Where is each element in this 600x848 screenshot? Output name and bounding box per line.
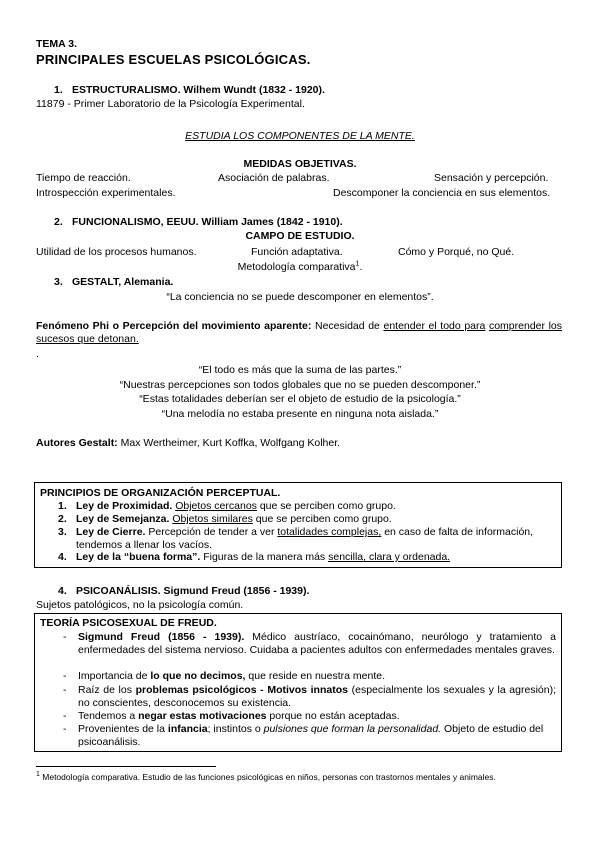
- teoria-text: que reside en nuestra mente.: [245, 670, 385, 682]
- bullet-dash: -: [63, 723, 67, 735]
- principios-title: PRINCIPIOS DE ORGANIZACIÓN PERCEPTUAL.: [40, 487, 281, 499]
- gestalt-quote-item: “Nuestras percepciones son todos globales que no se pueden descomponer.”: [119, 379, 481, 391]
- teoria-title: TEORÍA PSICOSEXUAL DE FREUD.: [40, 617, 217, 629]
- principio-pre: Percepción de tender a ver: [145, 526, 278, 538]
- autores-names: Max Wertheimer, Kurt Koffka, Wolfgang Kolher.: [120, 437, 341, 449]
- teoria-text: Médico austríaco, cocainómano, neurólogo y tratamiento a enfermedades del sistema nervioso. Cuidaba a pacientes adultos con enfermedades mentales graves.: [78, 631, 557, 656]
- campo-title: CAMPO DE ESTUDIO.: [245, 230, 355, 242]
- principio-number: 4.: [58, 551, 67, 563]
- campo-item: Función adaptativa.: [251, 246, 343, 258]
- metodologia-line: [0, 261, 600, 274]
- phi-paragraph: [36, 320, 562, 346]
- phi-underline-1: entender el todo para: [383, 320, 486, 332]
- principio-item: [76, 500, 396, 513]
- teoria-bold: negar estas motivaciones: [138, 710, 267, 722]
- teoria-text: Provenientes de la: [78, 723, 168, 735]
- teoria-item: [78, 723, 556, 749]
- bullet-dash: -: [63, 670, 67, 682]
- principio-label: Ley de Proximidad.: [76, 500, 173, 512]
- principio-label: Ley de Cierre.: [76, 526, 146, 538]
- principio-number: 2.: [58, 513, 67, 525]
- footnote-text: Metodología comparativa. Estudio de las funciones psicológicas en niños, personas con trastornos mentales y animales.: [39, 772, 496, 782]
- footnote-mark: 1: [36, 771, 40, 779]
- principio-label: Ley de la “buena forma”.: [76, 551, 201, 563]
- teoria-item: [78, 631, 556, 657]
- teoria-text: Raíz de los: [78, 684, 136, 696]
- metodologia-end: .: [359, 261, 363, 273]
- medida-item: Introspección experimentales.: [36, 187, 176, 199]
- teoria-item: [78, 710, 400, 723]
- principio-underline: Objetos similares: [172, 513, 253, 525]
- bullet-dash: -: [63, 710, 67, 722]
- autores-label: Autores Gestalt:: [36, 437, 118, 449]
- section-2-heading: FUNCIONALISMO, EEUU. William James (1842 - 1910).: [72, 216, 343, 228]
- principio-rest: en caso de falta de información, tendemos a llenar los vacíos.: [76, 526, 534, 551]
- stray-dot: .: [36, 348, 39, 360]
- teoria-text: porque no están aceptadas.: [266, 710, 400, 722]
- autores-line: [36, 437, 340, 450]
- gestalt-quote: “La conciencia no se puede descomponer en elementos”.: [166, 291, 434, 303]
- medida-item: Tiempo de reacción.: [36, 172, 131, 184]
- principio-rest: que se perciben como grupo.: [256, 500, 396, 512]
- section-2-number: 2.: [54, 216, 63, 228]
- teoria-bold: infancia: [167, 723, 208, 735]
- phi-text: Necesidad de: [314, 320, 380, 332]
- page-title: PRINCIPALES ESCUELAS PSICOLÓGICAS.: [36, 52, 311, 67]
- footnote-ref[interactable]: 1: [355, 260, 360, 268]
- campo-item: Cómo y Porqué, no Qué.: [398, 246, 515, 258]
- principio-item: [76, 551, 450, 564]
- medida-item: Sensación y percepción.: [434, 172, 549, 184]
- teoria-text: (especialmente los sexuales y la agresión); no conscientes, desconocemos su existencia.: [78, 684, 556, 709]
- teoria-italic: pulsiones que forman la personalidad.: [263, 723, 442, 735]
- teoria-bold: lo que no decimos,: [150, 670, 246, 682]
- principio-number: 3.: [58, 526, 67, 538]
- principio-pre: Figuras de la manera más: [200, 551, 329, 563]
- section-1-line: 11879 - Primer Laboratorio de la Psicología Experimental.: [36, 98, 305, 110]
- principio-label: Ley de Semejanza.: [76, 513, 170, 525]
- principio-rest: que se perciben como grupo.: [252, 513, 392, 525]
- metodologia-text: Metodología comparativa: [237, 261, 356, 273]
- medida-item: Asociación de palabras.: [218, 172, 330, 184]
- principio-underline: sencilla, clara y ordenada.: [328, 551, 451, 563]
- medidas-title: MEDIDAS OBJETIVAS.: [243, 158, 357, 170]
- principio-item: [76, 513, 392, 526]
- estudia-heading: ESTUDIA LOS COMPONENTES DE LA MENTE.: [185, 130, 415, 142]
- gestalt-quote-item: “Estas totalidades deberían ser el objeto de estudio de la psicología.”: [139, 393, 461, 405]
- medida-item: Descomponer la conciencia en sus elementos.: [333, 187, 551, 199]
- teoria-item: [78, 684, 556, 710]
- teoria-item: [78, 670, 385, 683]
- teoria-text: Objeto de estudio del psicoanálisis.: [78, 723, 544, 748]
- principio-number: 1.: [58, 500, 67, 512]
- tema-label: TEMA 3.: [36, 38, 78, 50]
- phi-underline-2: comprender los sucesos que detonan.: [36, 320, 563, 345]
- footnote-rule: [36, 766, 216, 767]
- campo-item: Utilidad de los procesos humanos.: [36, 246, 197, 258]
- section-4-number: 4.: [58, 585, 67, 597]
- gestalt-quote-item: “El todo es más que la suma de las partes.”: [198, 364, 402, 376]
- phi-label: Fenómeno Phi o Percepción del movimiento aparente:: [36, 320, 312, 332]
- section-4-heading: PSICOANÁLISIS. Sigmund Freud (1856 - 1939).: [76, 585, 310, 597]
- gestalt-quote-item: “Una melodía no estaba presente en ninguna nota aislada.”: [161, 408, 439, 420]
- freud-name: Sigmund Freud (1856 - 1939).: [78, 631, 245, 643]
- principio-underline: totalidades complejas,: [277, 526, 382, 538]
- section-1-number: 1.: [54, 84, 63, 96]
- principio-item: [76, 526, 556, 552]
- principio-underline: Objetos cercanos: [175, 500, 257, 512]
- section-3-heading: GESTALT, Alemania.: [72, 276, 174, 288]
- section-4-line: Sujetos patológicos, no la psicología común.: [36, 599, 244, 611]
- bullet-dash: -: [63, 684, 67, 696]
- section-1-heading: ESTRUCTURALISMO. Wilhem Wundt (1832 - 1920).: [72, 84, 325, 96]
- section-3-number: 3.: [54, 276, 63, 288]
- teoria-text: Tendemos a: [78, 710, 139, 722]
- bullet-dash: -: [63, 631, 67, 643]
- footnote: [36, 772, 562, 783]
- teoria-bold: problemas psicológicos - Motivos innatos: [135, 684, 348, 696]
- teoria-text: Importancia de: [78, 670, 151, 682]
- teoria-text: ; instintos o: [207, 723, 264, 735]
